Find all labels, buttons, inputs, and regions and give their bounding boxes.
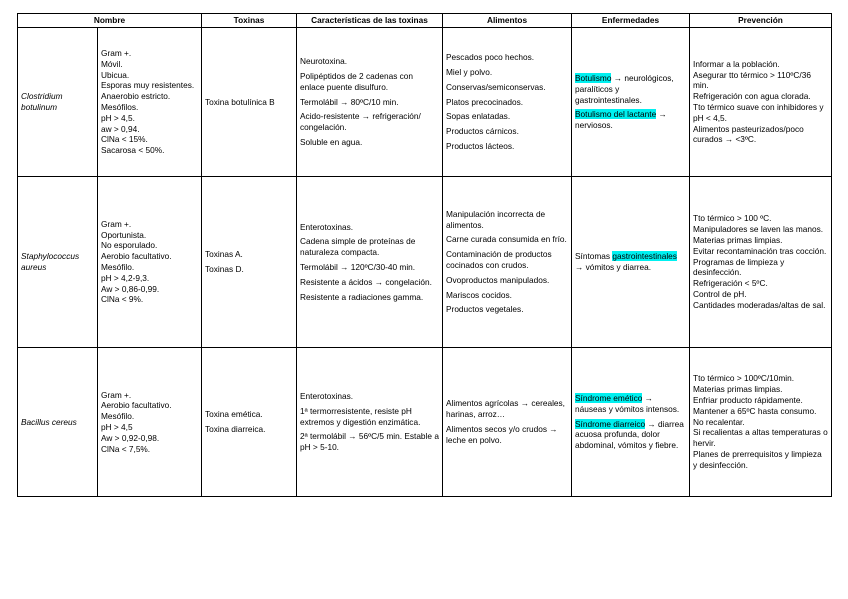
prevention-item: Tto térmico > 100ºC/10min. <box>693 373 795 384</box>
header-caracteristicas: Características de las toxinas <box>297 14 443 28</box>
food-item: Alimentos agrícolas → cereales, harinas, arroz… <box>446 398 565 420</box>
species-name: Staphylococcus aureus <box>18 177 98 348</box>
toxins-cell <box>202 28 297 177</box>
header-toxinas: Toxinas <box>202 14 297 28</box>
header-nombre: Nombre <box>18 14 202 28</box>
food-item: Conservas/semiconservas. <box>446 81 546 92</box>
disease-item <box>575 109 686 131</box>
toxin-item: Toxina diarreica. <box>205 424 266 434</box>
prevention-item: Informar a la población. <box>693 58 780 69</box>
prevention-item: Si recalientas a altas temperaturas o hervir. <box>693 427 828 449</box>
trait-item: ClNa < 15%. <box>101 134 148 145</box>
disease-highlight: Síndrome emético <box>575 393 643 404</box>
trait-item: Gram +. <box>101 389 132 400</box>
characteristic-item: Enterotoxinas. <box>300 391 354 402</box>
disease-description: → náuseas y vómitos intensos. <box>575 393 680 414</box>
characteristic-item: Soluble en agua. <box>300 136 363 147</box>
disease-description: → diarrea acuosa profunda, dolor abdominal, vómitos y fiebre. <box>575 418 684 451</box>
prevention-cell <box>690 28 832 177</box>
trait-item: pH > 4,5 <box>101 422 133 432</box>
trait-item: Gram +. <box>101 218 132 229</box>
food-item: Miel y polvo. <box>446 67 493 78</box>
prevention-item: Tto térmico suave con inhibidores y pH < 4,5. <box>693 102 824 123</box>
diseases-cell <box>572 177 690 348</box>
prevention-item: Manipuladores se laven las manos. <box>693 224 824 235</box>
food-item: Sopas enlatadas. <box>446 111 511 122</box>
toxin-item: Toxinas A. <box>205 249 243 260</box>
disease-description: → neurológicos, paralíticos y gastrointestinales. <box>575 73 674 105</box>
disease-item <box>575 73 686 105</box>
prevention-item: Control de pH. <box>693 288 747 299</box>
trait-item: Oportunista. <box>101 229 147 240</box>
food-item: Mariscos cocidos. <box>446 289 512 300</box>
header-row <box>18 14 832 28</box>
characteristics-cell <box>297 28 443 177</box>
trait-item: No esporulado. <box>101 240 158 251</box>
header-alimentos: Alimentos <box>443 14 572 28</box>
food-item: Manipulación incorrecta de alimentos. <box>446 208 546 230</box>
food-item: Pescados poco hechos. <box>446 52 535 63</box>
prevention-item: Cantidades moderadas/altas de sal. <box>693 299 826 310</box>
trait-item: Aw > 0,92-0,98. <box>101 432 160 443</box>
characteristic-item: Neurotoxina. <box>300 56 348 67</box>
trait-item: Esporas muy resistentes. <box>101 80 195 91</box>
foods-cell <box>443 348 572 497</box>
header-enfermedades: Enfermedades <box>572 14 690 28</box>
trait-item: Aerobio facultativo. <box>101 400 172 411</box>
trait-item: Aerobio facultativo. <box>101 251 172 262</box>
prevention-cell <box>690 177 832 348</box>
trait-item: pH > 4,5. <box>101 112 135 123</box>
characteristics-cell <box>297 177 443 348</box>
prevention-item: Enfriar producto rápidamente. <box>693 395 803 406</box>
trait-item: ClNa < 7,5%. <box>101 443 151 454</box>
characteristic-item: Enterotoxinas. <box>300 221 354 232</box>
traits-cell <box>98 348 202 497</box>
prevention-item: Planes de prerrequisitos y limpieza y desinfección. <box>693 448 822 470</box>
disease-item <box>575 419 686 451</box>
table-row <box>18 348 832 497</box>
trait-item: Anaerobio estricto. <box>101 91 171 102</box>
disease-highlight: Botulismo <box>575 73 612 84</box>
food-item: Platos precocinados. <box>446 96 524 107</box>
trait-item: Mesófilo. <box>101 411 135 422</box>
foods-cell <box>443 28 572 177</box>
trait-item: Gram +. <box>101 48 132 59</box>
food-item: Productos lácteos. <box>446 140 515 151</box>
prevention-item: Programas de limpieza y desinfección. <box>693 256 785 278</box>
prevention-item: Refrigeración < 5ºC. <box>693 278 768 289</box>
toxins-cell <box>202 348 297 497</box>
trait-item: pH > 4,2-9,3. <box>101 272 150 283</box>
disease-highlight: Síndrome diarreico <box>575 418 646 429</box>
disease-item <box>575 251 686 273</box>
food-item: Alimentos secos y/o crudos → leche en polvo. <box>446 424 558 445</box>
traits-cell <box>98 177 202 348</box>
trait-item: Aw > 0,86-0,99. <box>101 283 160 294</box>
characteristic-item: Resistente a ácidos → congelación. <box>300 276 432 287</box>
trait-item: Ubicua. <box>101 69 130 80</box>
characteristic-item: Polipéptidos de 2 cadenas con enlace puente disulfuro. <box>300 71 414 92</box>
disease-item <box>575 393 686 415</box>
characteristic-item: 1ª termorresistente, resiste pH extremos y digestión enzimática. <box>300 405 421 427</box>
disease-prefix: Síntomas <box>575 251 613 262</box>
disease-description: → nerviosos. <box>575 109 667 131</box>
prevention-cell <box>690 348 832 497</box>
disease-highlight: Botulismo del lactante <box>575 109 657 120</box>
trait-item: Sacarosa < 50%. <box>101 145 165 156</box>
pathogens-table <box>17 13 832 497</box>
trait-item: Mesófilos. <box>101 102 139 112</box>
prevention-item: Tto térmico > 100 ºC. <box>693 213 772 224</box>
header-prevencion: Prevención <box>690 14 832 28</box>
characteristic-item: Cadena simple de proteínas de naturaleza compacta. <box>300 236 416 258</box>
prevention-item: Materias primas limpias. <box>693 235 783 246</box>
toxins-cell <box>202 177 297 348</box>
food-item: Productos vegetales. <box>446 304 524 315</box>
prevention-item: Mantener a 65ºC hasta consumo. <box>693 405 817 416</box>
trait-item: Mesófilo. <box>101 262 135 272</box>
characteristic-item: Termolábil → 80ºC/10 min. <box>300 96 399 107</box>
table-row <box>18 28 832 177</box>
characteristic-item: 2ª termolábil → 56ºC/5 min. Estable a pH > 5-10. <box>300 431 439 453</box>
prevention-item: No recalentar. <box>693 416 745 427</box>
toxin-item: Toxina botulínica B <box>205 96 275 107</box>
toxin-item: Toxina emética. <box>205 409 263 420</box>
toxin-item: Toxinas D. <box>205 264 244 274</box>
disease-description: → vómitos y diarrea. <box>575 262 652 272</box>
table-row <box>18 177 832 348</box>
prevention-item: Evitar recontaminación tras cocción. <box>693 245 827 256</box>
diseases-cell <box>572 28 690 177</box>
disease-highlight: gastrointestinales <box>612 251 677 262</box>
trait-item: aw > 0,94. <box>101 123 140 134</box>
trait-item: ClNa < 9%. <box>101 294 144 305</box>
traits-cell <box>98 28 202 177</box>
prevention-item: Alimentos pasteurizados/poco curados → <3ºC. <box>693 123 804 145</box>
trait-item: Móvil. <box>101 58 123 69</box>
prevention-item: Asegurar tto térmico > 110ºC/36 min. <box>693 69 811 91</box>
food-item: Productos cárnicos. <box>446 126 519 137</box>
prevention-item: Refrigeración con agua clorada. <box>693 91 811 102</box>
species-name: Bacillus cereus <box>18 348 98 497</box>
food-item: Ovoproductos manipulados. <box>446 274 550 285</box>
characteristics-cell <box>297 348 443 497</box>
foods-cell <box>443 177 572 348</box>
species-name: Clostridium botulinum <box>18 28 98 177</box>
characteristic-item: Resistente a radiaciones gamma. <box>300 291 424 302</box>
prevention-item: Materias primas limpias. <box>693 384 783 395</box>
food-item: Contaminación de productos cocinados con crudos. <box>446 249 552 270</box>
characteristic-item: Acido-resistente → refrigeración/ congelación. <box>300 111 421 133</box>
characteristic-item: Termolábil → 120ºC/30-40 min. <box>300 262 416 272</box>
food-item: Carne curada consumida en frío. <box>446 234 567 245</box>
diseases-cell <box>572 348 690 497</box>
